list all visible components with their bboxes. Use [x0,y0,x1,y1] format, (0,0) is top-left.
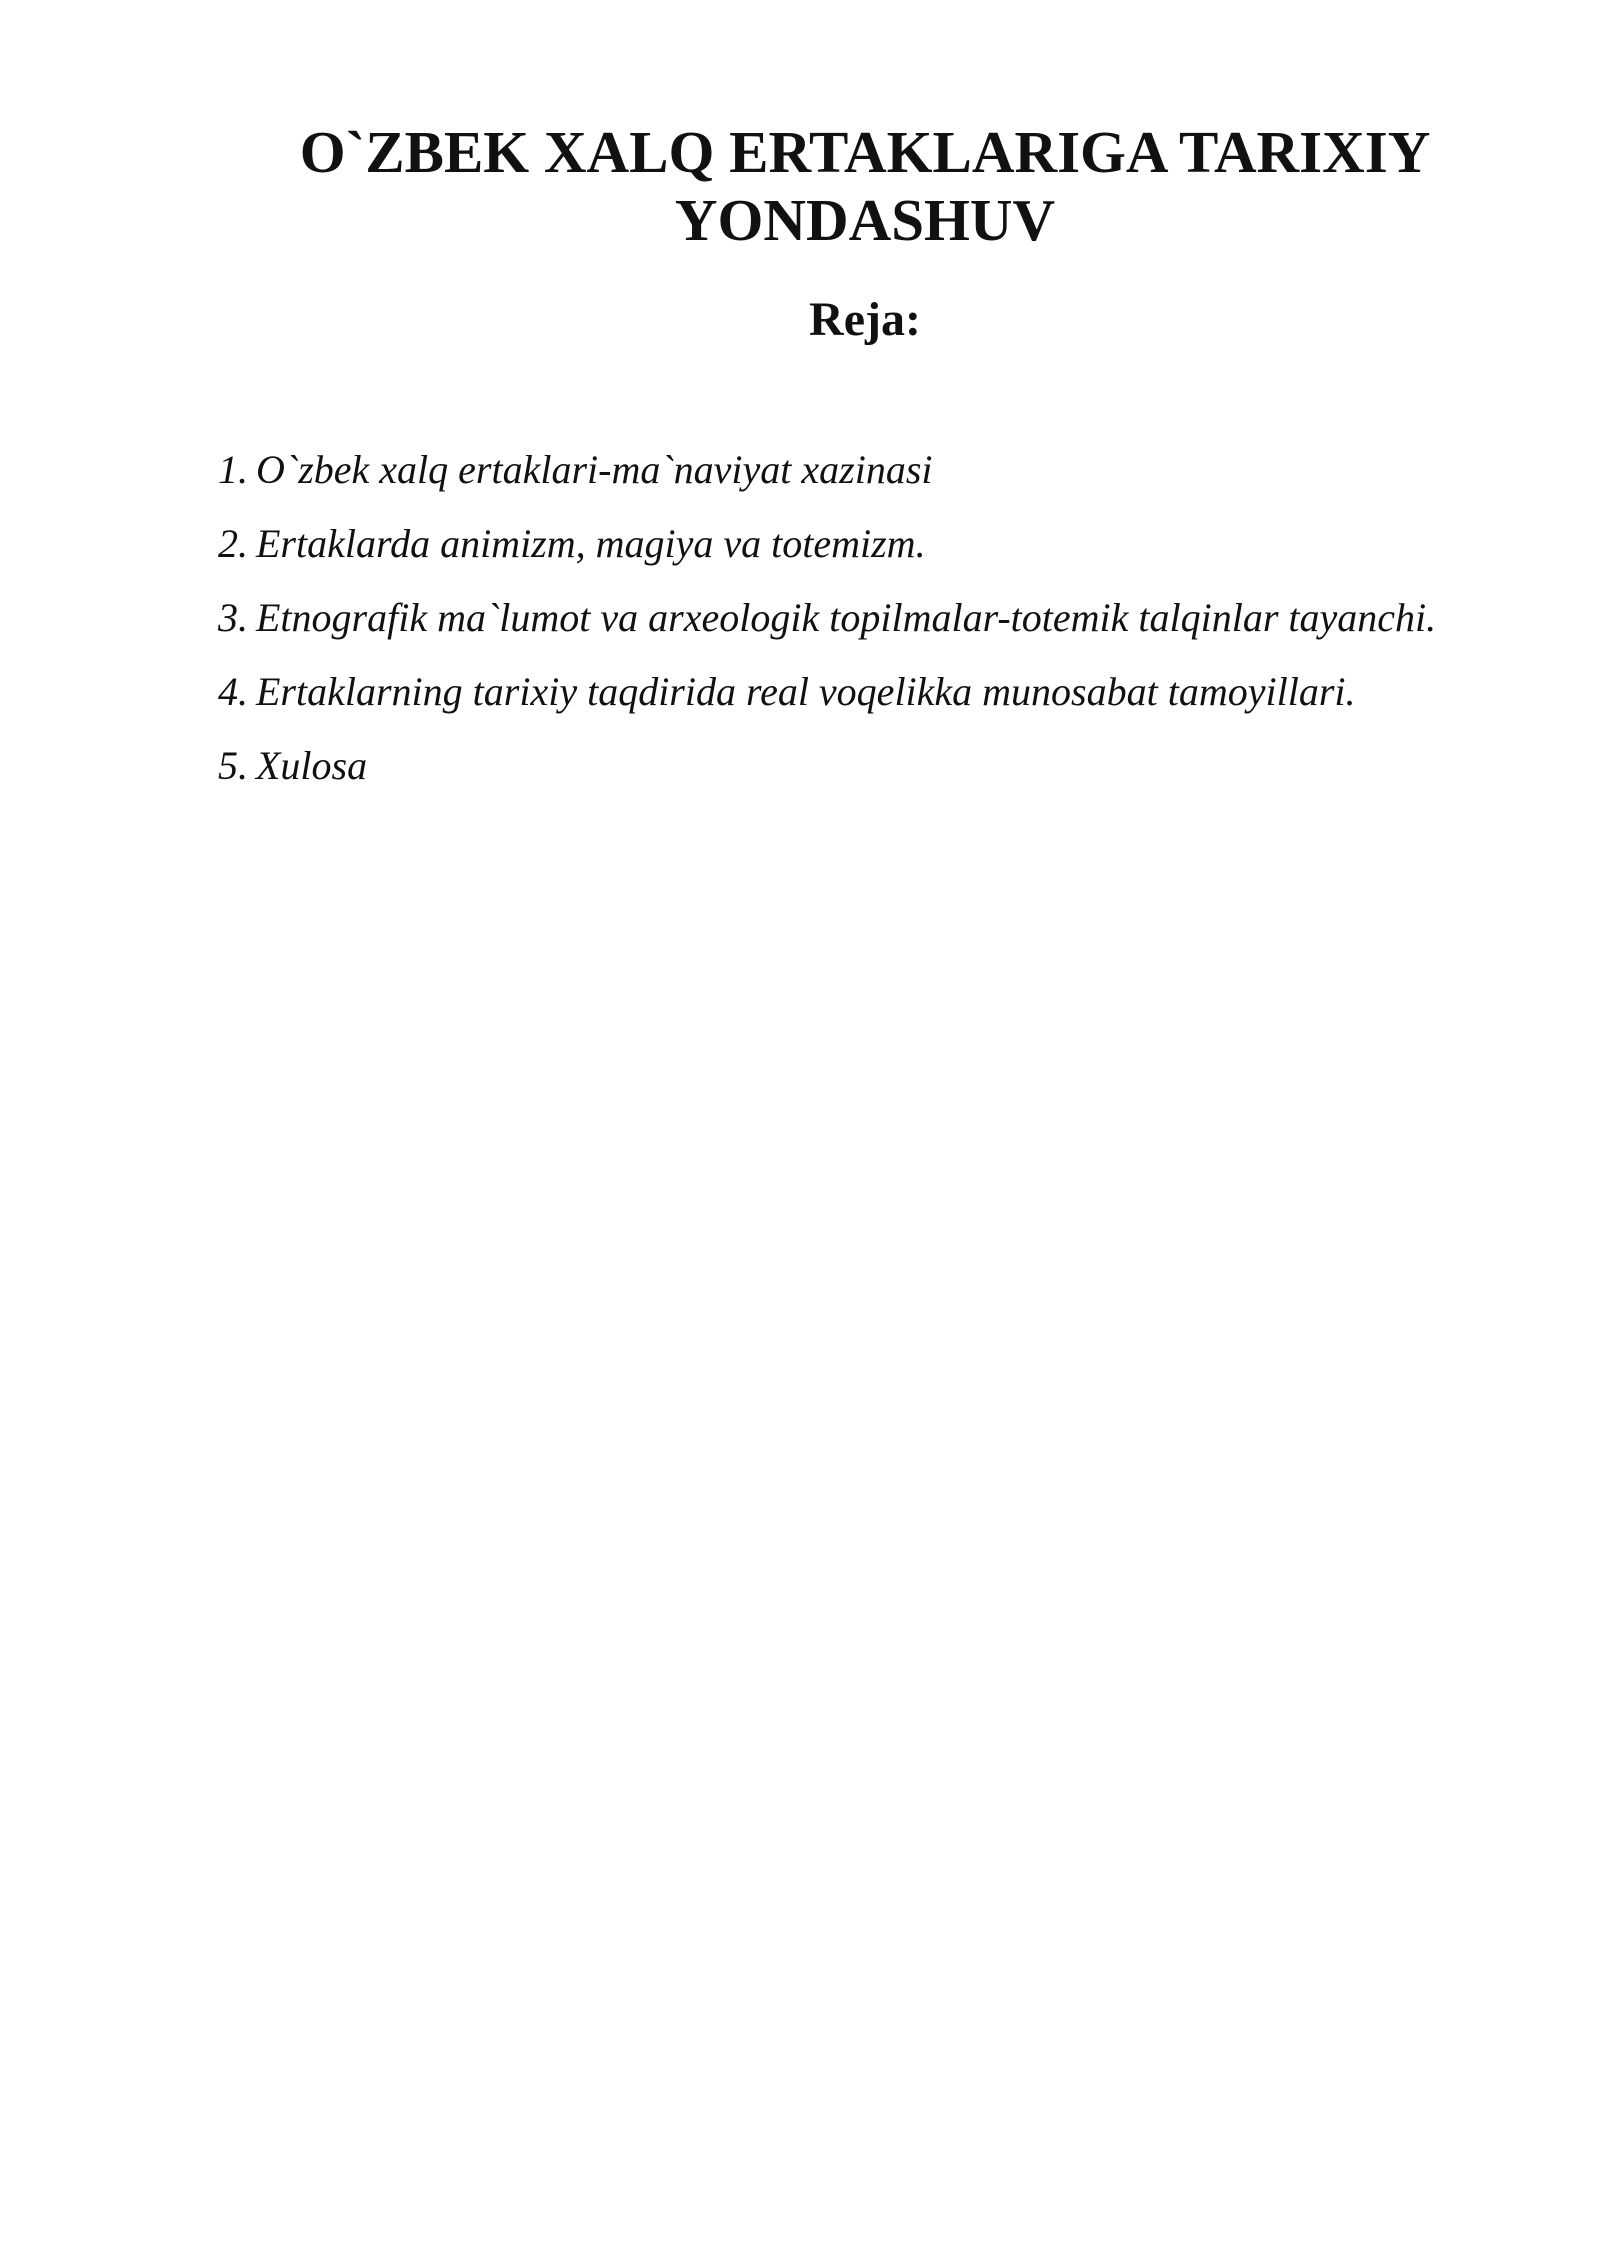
plan-item-text: Ertaklarning tarixiy taqdirida real voqelikka munosabat tamoyillari. [256,669,1356,714]
title-line-1: O`ZBEK XALQ ERTAKLARIGA TARIXIY [299,119,1431,185]
plan-item [218,507,1458,581]
plan-item [218,655,1458,729]
document-title [200,118,1530,254]
plan-item-number: 1. [218,447,248,492]
plan-item [218,581,1458,655]
plan-item-text: Xulosa [256,743,368,788]
plan-item [218,433,1458,507]
plan-item [218,729,1458,803]
plan-heading: Reja: [809,293,921,346]
plan-item-number: 4. [218,669,248,714]
plan-item-text: Etnografik ma`lumot va arxeologik topilmalar-totemik talqinlar tayanchi. [256,595,1437,640]
plan-list [218,433,1458,803]
plan-item-text: Ertaklarda animizm, magiya va totemizm. [256,521,926,566]
plan-item-number: 3. [218,595,248,640]
plan-item-text: O`zbek xalq ertaklari-ma`naviyat xazinasi [256,447,933,492]
title-line-2: YONDASHUV [674,187,1056,253]
plan-item-number: 5. [218,743,248,788]
plan-item-number: 2. [218,521,248,566]
